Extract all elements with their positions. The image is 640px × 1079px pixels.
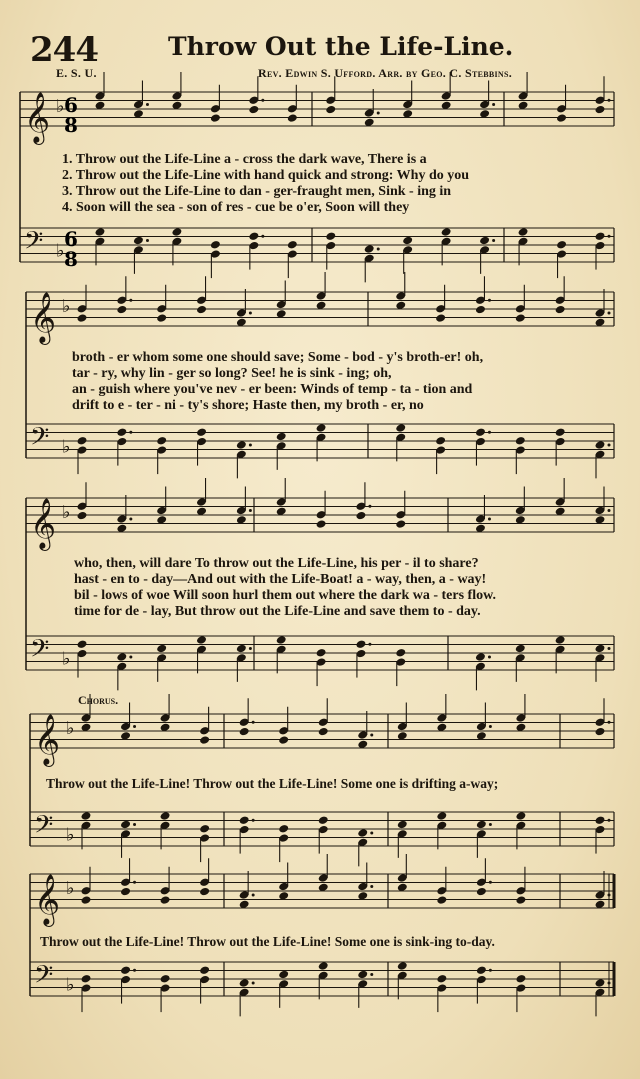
note-head [595, 105, 606, 115]
note-head [81, 974, 92, 984]
note-head [555, 305, 566, 315]
note-head [77, 436, 88, 446]
note-dot [370, 832, 373, 835]
note-head [556, 113, 567, 123]
note-head [239, 815, 250, 825]
flat-icon: ♭ [62, 502, 71, 523]
note-head [355, 511, 366, 521]
note-head [436, 811, 447, 821]
note-head [357, 970, 368, 980]
note-head [77, 639, 88, 649]
note-head [555, 635, 566, 645]
note-head [116, 427, 127, 437]
note-head [355, 639, 366, 649]
bass-clef-icon: 𝄢 [24, 226, 44, 262]
hymn-credits: Rev. Edwin S. Ufford. Arr. by Geo. C. Stebbins. [258, 66, 513, 80]
note-dot [133, 725, 136, 728]
note-head [476, 820, 487, 830]
note-head [276, 635, 287, 645]
note-head [595, 727, 606, 737]
note-head [357, 828, 368, 838]
note-head [196, 305, 207, 315]
note-head [595, 644, 606, 654]
note-head [239, 727, 250, 737]
note-dot [608, 444, 611, 447]
note-head [318, 815, 329, 825]
note-dot [249, 312, 252, 315]
treble-staff [30, 854, 614, 927]
note-dot [489, 725, 492, 728]
note-dot [261, 235, 264, 238]
flat-icon: ♭ [62, 436, 71, 458]
treble-clef-icon: 𝄞 [34, 714, 61, 765]
hymn-title: Throw Out the Life-Line. [168, 32, 514, 61]
lyric-line-verse-3: bil - lows of woe Will soon hurl them out where the dark wa - ters flow. [74, 588, 496, 603]
note-head [318, 727, 329, 737]
treble-staff [20, 72, 614, 145]
lyric-line-verse-1: 1. Throw out the Life-Line a - cross the dark wave, There is a [62, 152, 427, 167]
flat-icon: ♭ [66, 878, 75, 899]
note-head [248, 105, 259, 115]
flat-icon: ♭ [62, 648, 71, 670]
note-dot [608, 721, 611, 724]
time-signature-top-bass: 6 [64, 227, 78, 251]
lyric-line-verse-3: an - guish where you've nev - er been: Winds of temp - ta - tion and [72, 382, 473, 397]
bass-clef-icon: 𝄢 [30, 634, 50, 670]
note-dot [492, 239, 495, 242]
lyric-line-verse-4: drift to e - ter - ni - ty's shore; Haste then, my broth - er, no [72, 398, 424, 413]
bass-clef-icon: 𝄢 [34, 960, 54, 996]
note-dot [377, 112, 380, 115]
note-dot [608, 819, 611, 822]
bass-staff [20, 227, 614, 283]
time-signature-bass [64, 227, 78, 271]
note-head [171, 227, 182, 237]
note-dot [129, 299, 132, 302]
lyric-line-verse-2: 2. Throw out the Life-Line with hand quick and strong: Why do you [62, 168, 470, 183]
note-dot [608, 235, 611, 238]
note-head [248, 231, 259, 241]
note-head [278, 970, 289, 980]
note-dot [608, 647, 611, 650]
note-head [595, 440, 606, 450]
note-head [515, 313, 526, 323]
flat-icon: ♭ [56, 240, 65, 262]
note-head [397, 820, 408, 830]
note-head [316, 423, 327, 433]
note-head [116, 652, 127, 662]
note-head [476, 887, 487, 897]
note-dot [252, 721, 255, 724]
note-dot [252, 819, 255, 822]
note-head [318, 961, 329, 971]
note-head [95, 227, 106, 237]
time-signature-bottom-bass: 8 [64, 247, 78, 271]
flat-icon: ♭ [66, 718, 75, 739]
lyric-line-chorus-1: Throw out the Life-Line! Throw out the Life-Line! Some one is drifting a-way; [46, 776, 499, 791]
note-head [196, 427, 207, 437]
lyric-line-chorus-2: Throw out the Life-Line! Throw out the Life-Line! Some one is sink-ing to-day. [40, 934, 495, 949]
note-head [77, 511, 88, 521]
note-head [595, 231, 606, 241]
note-dot [492, 103, 495, 106]
note-head [236, 644, 247, 654]
note-head [160, 974, 171, 984]
note-head [518, 227, 529, 237]
note-head [402, 236, 413, 246]
time-signature-treble [64, 93, 78, 137]
note-dot [608, 99, 611, 102]
note-head [120, 820, 131, 830]
note-dot [370, 973, 373, 976]
lyric-line-verse-1: broth - er whom some one should save; Some - bod - y's broth-er! oh, [72, 350, 484, 365]
note-dot [368, 643, 371, 646]
treble-clef-icon: 𝄞 [24, 92, 51, 143]
note-head [475, 427, 486, 437]
note-head [133, 236, 144, 246]
note-dot [146, 239, 149, 242]
treble-clef-icon: 𝄞 [30, 292, 57, 343]
note-dot [608, 509, 611, 512]
flat-icon: ♭ [66, 974, 75, 996]
flat-icon: ♭ [56, 96, 65, 117]
note-dot [489, 881, 492, 884]
note-head [595, 815, 606, 825]
note-head [515, 644, 526, 654]
bass-staff [30, 961, 614, 1017]
note-dot [377, 248, 380, 251]
note-head [120, 965, 131, 975]
bass-clef-icon: 𝄢 [34, 810, 54, 846]
note-head [325, 231, 336, 241]
note-head [475, 652, 486, 662]
treble-clef-icon: 𝄞 [30, 498, 57, 549]
note-head [77, 313, 88, 323]
note-head [278, 824, 289, 834]
flat-icon: ♭ [66, 824, 75, 846]
note-head [199, 965, 210, 975]
note-dot [249, 444, 252, 447]
note-head [236, 440, 247, 450]
flat-icon: ♭ [62, 296, 71, 317]
bass-staff [26, 423, 614, 479]
note-dot [488, 299, 491, 302]
note-dot [146, 103, 149, 106]
note-dot [252, 894, 255, 897]
note-head [210, 113, 221, 123]
note-head [156, 313, 167, 323]
note-head [515, 895, 526, 905]
lyric-line-verse-2: hast - en to - day—And out with the Life-Boat! a - way, then, a - way! [74, 572, 487, 587]
note-dot [370, 734, 373, 737]
note-head [196, 635, 207, 645]
note-dot [133, 969, 136, 972]
bass-staff [26, 635, 614, 691]
note-head [160, 811, 171, 821]
note-dot [252, 982, 255, 985]
time-signature-top: 6 [64, 93, 78, 117]
note-dot [249, 509, 252, 512]
note-head [160, 895, 171, 905]
note-head [199, 735, 210, 745]
note-head [81, 895, 92, 905]
note-dot [133, 823, 136, 826]
note-dot [608, 894, 611, 897]
chorus-label: Chorus. [78, 693, 119, 707]
note-head [435, 436, 446, 446]
note-head [395, 648, 406, 658]
note-head [239, 978, 250, 988]
treble-staff [26, 272, 614, 345]
hymn-number: 244 [30, 30, 98, 70]
note-head [436, 895, 447, 905]
lyric-line-verse-4: 4. Soon will the sea - son of res - cue be o'er, Soon will they [62, 200, 410, 215]
note-head [475, 305, 486, 315]
note-dot [488, 656, 491, 659]
note-head [325, 105, 336, 115]
note-head [120, 887, 131, 897]
bass-staff [30, 811, 614, 867]
note-head [441, 227, 452, 237]
note-head [199, 824, 210, 834]
note-head [316, 519, 327, 529]
bass-clef-icon: 𝄢 [30, 422, 50, 458]
note-dot [488, 518, 491, 521]
note-head [476, 965, 487, 975]
note-head [278, 735, 289, 745]
note-head [435, 313, 446, 323]
note-dot [370, 885, 373, 888]
note-dot [608, 982, 611, 985]
note-dot [489, 969, 492, 972]
note-head [595, 978, 606, 988]
note-dot [129, 431, 132, 434]
note-head [395, 519, 406, 529]
note-dot [261, 99, 264, 102]
note-head [287, 240, 298, 250]
note-dot [129, 656, 132, 659]
note-head [276, 432, 287, 442]
note-dot [608, 312, 611, 315]
note-dot [488, 431, 491, 434]
lyric-line-verse-4: time for de - lay, But throw out the Life-Line and save them to - day. [74, 604, 481, 619]
lyric-line-verse-1: who, then, will dare To throw out the Life-Line, his per - il to share? [74, 556, 479, 571]
note-head [395, 423, 406, 433]
lyric-line-verse-3: 3. Throw out the Life-Line to dan - ger-fraught men, Sink - ing in [62, 184, 452, 199]
treble-clef-icon: 𝄞 [34, 874, 61, 925]
note-head [81, 811, 92, 821]
note-head [515, 811, 526, 821]
note-head [556, 240, 567, 250]
note-head [364, 244, 375, 254]
author-initials: E. S. U. [56, 66, 97, 80]
note-dot [129, 518, 132, 521]
note-head [156, 644, 167, 654]
note-head [156, 436, 167, 446]
note-head [210, 240, 221, 250]
note-dot [133, 881, 136, 884]
note-dot [368, 505, 371, 508]
note-head [515, 974, 526, 984]
note-head [316, 648, 327, 658]
note-dot [249, 647, 252, 650]
note-head [116, 305, 127, 315]
note-head [397, 961, 408, 971]
note-head [287, 113, 298, 123]
note-head [515, 436, 526, 446]
time-signature-bottom: 8 [64, 113, 78, 137]
note-head [199, 887, 210, 897]
note-head [479, 236, 490, 246]
note-dot [489, 823, 492, 826]
treble-staff [26, 478, 614, 551]
lyric-line-verse-2: tar - ry, why lin - ger so long? See! he is sink - ing; oh, [72, 366, 392, 381]
note-head [436, 974, 447, 984]
note-head [555, 427, 566, 437]
